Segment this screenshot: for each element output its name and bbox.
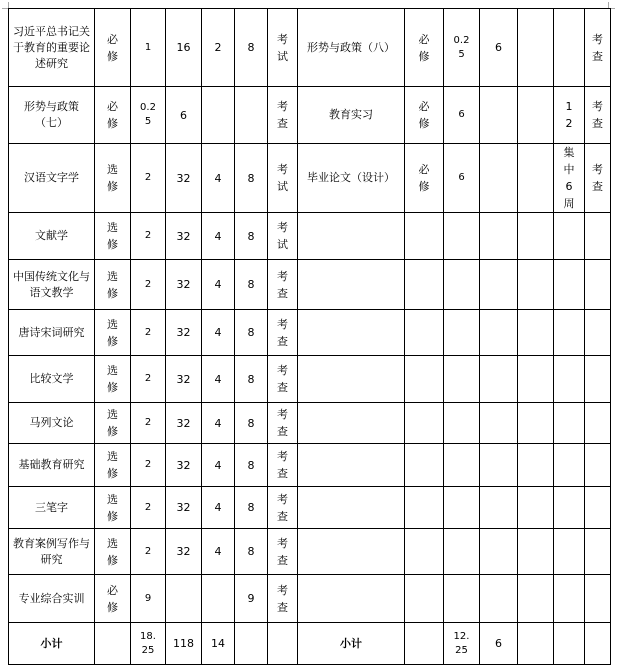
subtotal-weekly-hours-cell: 14: [202, 623, 235, 665]
left-weeks-cell: 8: [235, 356, 268, 403]
left-course-cell: 教育案例写作与研究: [9, 529, 95, 575]
empty-cell: [585, 403, 611, 444]
subtotal-credits-cell: 18. 25: [131, 623, 166, 665]
left-weekly-hours-cell: 4: [202, 444, 235, 487]
empty-cell: [518, 260, 554, 310]
left-assessment-cell: 考 查: [268, 356, 298, 403]
right-type-cell: 必 修: [405, 9, 444, 87]
left-credits-cell: 2: [131, 403, 166, 444]
left-hours-cell: 32: [166, 260, 202, 310]
right-credits-cell: 6: [444, 144, 480, 213]
left-course-cell: 汉语文字学: [9, 144, 95, 213]
empty-cell: [554, 575, 585, 623]
left-hours-cell: 6: [166, 87, 202, 144]
empty-cell: [444, 310, 480, 356]
left-assessment-cell: 考 查: [268, 403, 298, 444]
right-hours-cell: 6: [480, 9, 518, 87]
left-assessment-cell: 考 查: [268, 260, 298, 310]
empty-cell: [405, 444, 444, 487]
empty-cell: [554, 213, 585, 260]
empty-cell: [518, 213, 554, 260]
empty-cell: [480, 575, 518, 623]
subtotal-label-cell: 小计: [9, 623, 95, 665]
table-row: [9, 260, 611, 310]
left-weekly-hours-cell: 4: [202, 213, 235, 260]
left-credits-cell: 2: [131, 260, 166, 310]
left-course-cell: 中国传统文化与语文教学: [9, 260, 95, 310]
empty-cell: [585, 529, 611, 575]
left-type-cell: 选 修: [95, 444, 131, 487]
left-credits-cell: 2: [131, 144, 166, 213]
right-assessment-cell: 考 查: [585, 87, 611, 144]
empty-cell: [585, 487, 611, 529]
right-weekly-hours-cell: [518, 87, 554, 144]
table-row: [9, 444, 611, 487]
right-weeks-cell: 集 中 6 周: [554, 144, 585, 213]
empty-cell: [585, 444, 611, 487]
left-credits-cell: 0.2 5: [131, 87, 166, 144]
left-type-cell: 选 修: [95, 260, 131, 310]
empty-cell: [518, 487, 554, 529]
empty-cell: [518, 403, 554, 444]
subtotal-hours-cell: 6: [480, 623, 518, 665]
left-assessment-cell: 考 查: [268, 310, 298, 356]
left-course-cell: 形势与政策（七）: [9, 87, 95, 144]
empty-cell: [480, 213, 518, 260]
empty-cell: [585, 356, 611, 403]
empty-cell: [298, 356, 405, 403]
table-row: [9, 403, 611, 444]
left-type-cell: 选 修: [95, 529, 131, 575]
left-course-cell: 专业综合实训: [9, 575, 95, 623]
left-weeks-cell: 8: [235, 487, 268, 529]
empty-cell: [480, 356, 518, 403]
left-assessment-cell: 考 查: [268, 87, 298, 144]
left-weeks-cell: 9: [235, 575, 268, 623]
left-hours-cell: 32: [166, 444, 202, 487]
left-type-cell: 选 修: [95, 356, 131, 403]
left-assessment-cell: 考 查: [268, 575, 298, 623]
empty-cell: [518, 356, 554, 403]
left-weekly-hours-cell: 2: [202, 9, 235, 87]
empty-cell: [518, 623, 554, 665]
table-row: [9, 529, 611, 575]
table-row: [9, 87, 611, 144]
left-type-cell: 必 修: [95, 87, 131, 144]
left-weeks-cell: [235, 87, 268, 144]
left-course-cell: 三笔字: [9, 487, 95, 529]
empty-cell: [444, 444, 480, 487]
empty-cell: [554, 403, 585, 444]
table-row: [9, 575, 611, 623]
empty-cell: [444, 213, 480, 260]
empty-cell: [405, 623, 444, 665]
empty-cell: [444, 575, 480, 623]
empty-cell: [554, 529, 585, 575]
right-weeks-cell: [554, 9, 585, 87]
right-course-cell: 毕业论文（设计）: [298, 144, 405, 213]
right-weekly-hours-cell: [518, 144, 554, 213]
empty-cell: [405, 487, 444, 529]
left-weekly-hours-cell: 4: [202, 356, 235, 403]
left-weeks-cell: 8: [235, 403, 268, 444]
empty-cell: [405, 310, 444, 356]
empty-cell: [480, 487, 518, 529]
left-type-cell: 选 修: [95, 144, 131, 213]
right-assessment-cell: 考 查: [585, 144, 611, 213]
empty-cell: [444, 356, 480, 403]
empty-cell: [405, 260, 444, 310]
empty-cell: [405, 403, 444, 444]
left-hours-cell: [166, 575, 202, 623]
empty-cell: [554, 444, 585, 487]
left-weekly-hours-cell: 4: [202, 144, 235, 213]
empty-cell: [585, 623, 611, 665]
empty-cell: [554, 310, 585, 356]
empty-cell: [585, 575, 611, 623]
left-course-cell: 比较文学: [9, 356, 95, 403]
left-type-cell: 必 修: [95, 575, 131, 623]
empty-cell: [405, 213, 444, 260]
left-course-cell: 习近平总书记关于教育的重要论述研究: [9, 9, 95, 87]
empty-cell: [585, 213, 611, 260]
subtotal-row: [9, 623, 611, 665]
right-weekly-hours-cell: [518, 9, 554, 87]
empty-cell: [554, 356, 585, 403]
subtotal-credits-cell: 12. 25: [444, 623, 480, 665]
left-credits-cell: 2: [131, 356, 166, 403]
left-weeks-cell: 8: [235, 213, 268, 260]
left-weekly-hours-cell: 4: [202, 310, 235, 356]
left-weeks-cell: 8: [235, 310, 268, 356]
empty-cell: [405, 529, 444, 575]
left-credits-cell: 2: [131, 310, 166, 356]
left-assessment-cell: 考 试: [268, 213, 298, 260]
empty-cell: [518, 444, 554, 487]
left-course-cell: 文献学: [9, 213, 95, 260]
left-weeks-cell: 8: [235, 9, 268, 87]
right-assessment-cell: 考 查: [585, 9, 611, 87]
empty-cell: [480, 403, 518, 444]
empty-cell: [480, 529, 518, 575]
left-hours-cell: 32: [166, 310, 202, 356]
table-row: [9, 356, 611, 403]
empty-cell: [480, 310, 518, 356]
right-weeks-cell: 1 2: [554, 87, 585, 144]
left-credits-cell: 2: [131, 444, 166, 487]
empty-cell: [444, 403, 480, 444]
left-hours-cell: 32: [166, 403, 202, 444]
left-weeks-cell: 8: [235, 529, 268, 575]
subtotal-label-cell: 小计: [298, 623, 405, 665]
course-schedule-table: [8, 8, 611, 665]
empty-cell: [298, 260, 405, 310]
empty-cell: [268, 623, 298, 665]
empty-cell: [444, 260, 480, 310]
empty-cell: [554, 260, 585, 310]
subtotal-hours-cell: 118: [166, 623, 202, 665]
left-weeks-cell: 8: [235, 144, 268, 213]
empty-cell: [444, 529, 480, 575]
left-weekly-hours-cell: 4: [202, 529, 235, 575]
left-credits-cell: 2: [131, 487, 166, 529]
left-weeks-cell: 8: [235, 444, 268, 487]
empty-cell: [298, 403, 405, 444]
left-hours-cell: 32: [166, 487, 202, 529]
table-row: [9, 9, 611, 87]
left-course-cell: 马列文论: [9, 403, 95, 444]
empty-cell: [480, 260, 518, 310]
left-weekly-hours-cell: [202, 87, 235, 144]
left-hours-cell: 16: [166, 9, 202, 87]
left-credits-cell: 2: [131, 213, 166, 260]
left-hours-cell: 32: [166, 356, 202, 403]
left-hours-cell: 32: [166, 529, 202, 575]
left-credits-cell: 9: [131, 575, 166, 623]
empty-cell: [518, 310, 554, 356]
empty-cell: [585, 260, 611, 310]
left-weekly-hours-cell: 4: [202, 260, 235, 310]
empty-cell: [518, 529, 554, 575]
right-course-cell: 教育实习: [298, 87, 405, 144]
left-weekly-hours-cell: 4: [202, 403, 235, 444]
left-assessment-cell: 考 查: [268, 444, 298, 487]
right-type-cell: 必 修: [405, 87, 444, 144]
left-weekly-hours-cell: 4: [202, 487, 235, 529]
left-assessment-cell: 考 试: [268, 144, 298, 213]
right-credits-cell: 6: [444, 87, 480, 144]
empty-cell: [480, 444, 518, 487]
left-type-cell: 选 修: [95, 213, 131, 260]
empty-cell: [585, 310, 611, 356]
left-credits-cell: 1: [131, 9, 166, 87]
left-type-cell: 必 修: [95, 9, 131, 87]
empty-cell: [298, 529, 405, 575]
empty-cell: [298, 444, 405, 487]
left-hours-cell: 32: [166, 144, 202, 213]
empty-cell: [444, 487, 480, 529]
left-course-cell: 唐诗宋词研究: [9, 310, 95, 356]
left-assessment-cell: 考 查: [268, 487, 298, 529]
right-credits-cell: 0.2 5: [444, 9, 480, 87]
empty-cell: [95, 623, 131, 665]
empty-cell: [405, 575, 444, 623]
left-assessment-cell: 考 查: [268, 529, 298, 575]
right-course-cell: 形势与政策（八）: [298, 9, 405, 87]
empty-cell: [518, 575, 554, 623]
right-hours-cell: [480, 144, 518, 213]
empty-cell: [554, 487, 585, 529]
left-hours-cell: 32: [166, 213, 202, 260]
empty-cell: [298, 310, 405, 356]
left-weeks-cell: 8: [235, 260, 268, 310]
table-row: [9, 310, 611, 356]
empty-cell: [298, 575, 405, 623]
left-weekly-hours-cell: [202, 575, 235, 623]
empty-cell: [298, 213, 405, 260]
left-type-cell: 选 修: [95, 403, 131, 444]
empty-cell: [405, 356, 444, 403]
left-type-cell: 选 修: [95, 310, 131, 356]
empty-cell: [298, 487, 405, 529]
left-credits-cell: 2: [131, 529, 166, 575]
table-row: [9, 487, 611, 529]
left-type-cell: 选 修: [95, 487, 131, 529]
left-course-cell: 基础教育研究: [9, 444, 95, 487]
right-hours-cell: [480, 87, 518, 144]
left-assessment-cell: 考 试: [268, 9, 298, 87]
empty-cell: [235, 623, 268, 665]
right-type-cell: 必 修: [405, 144, 444, 213]
empty-cell: [554, 623, 585, 665]
table-row: [9, 213, 611, 260]
table-row: [9, 144, 611, 213]
